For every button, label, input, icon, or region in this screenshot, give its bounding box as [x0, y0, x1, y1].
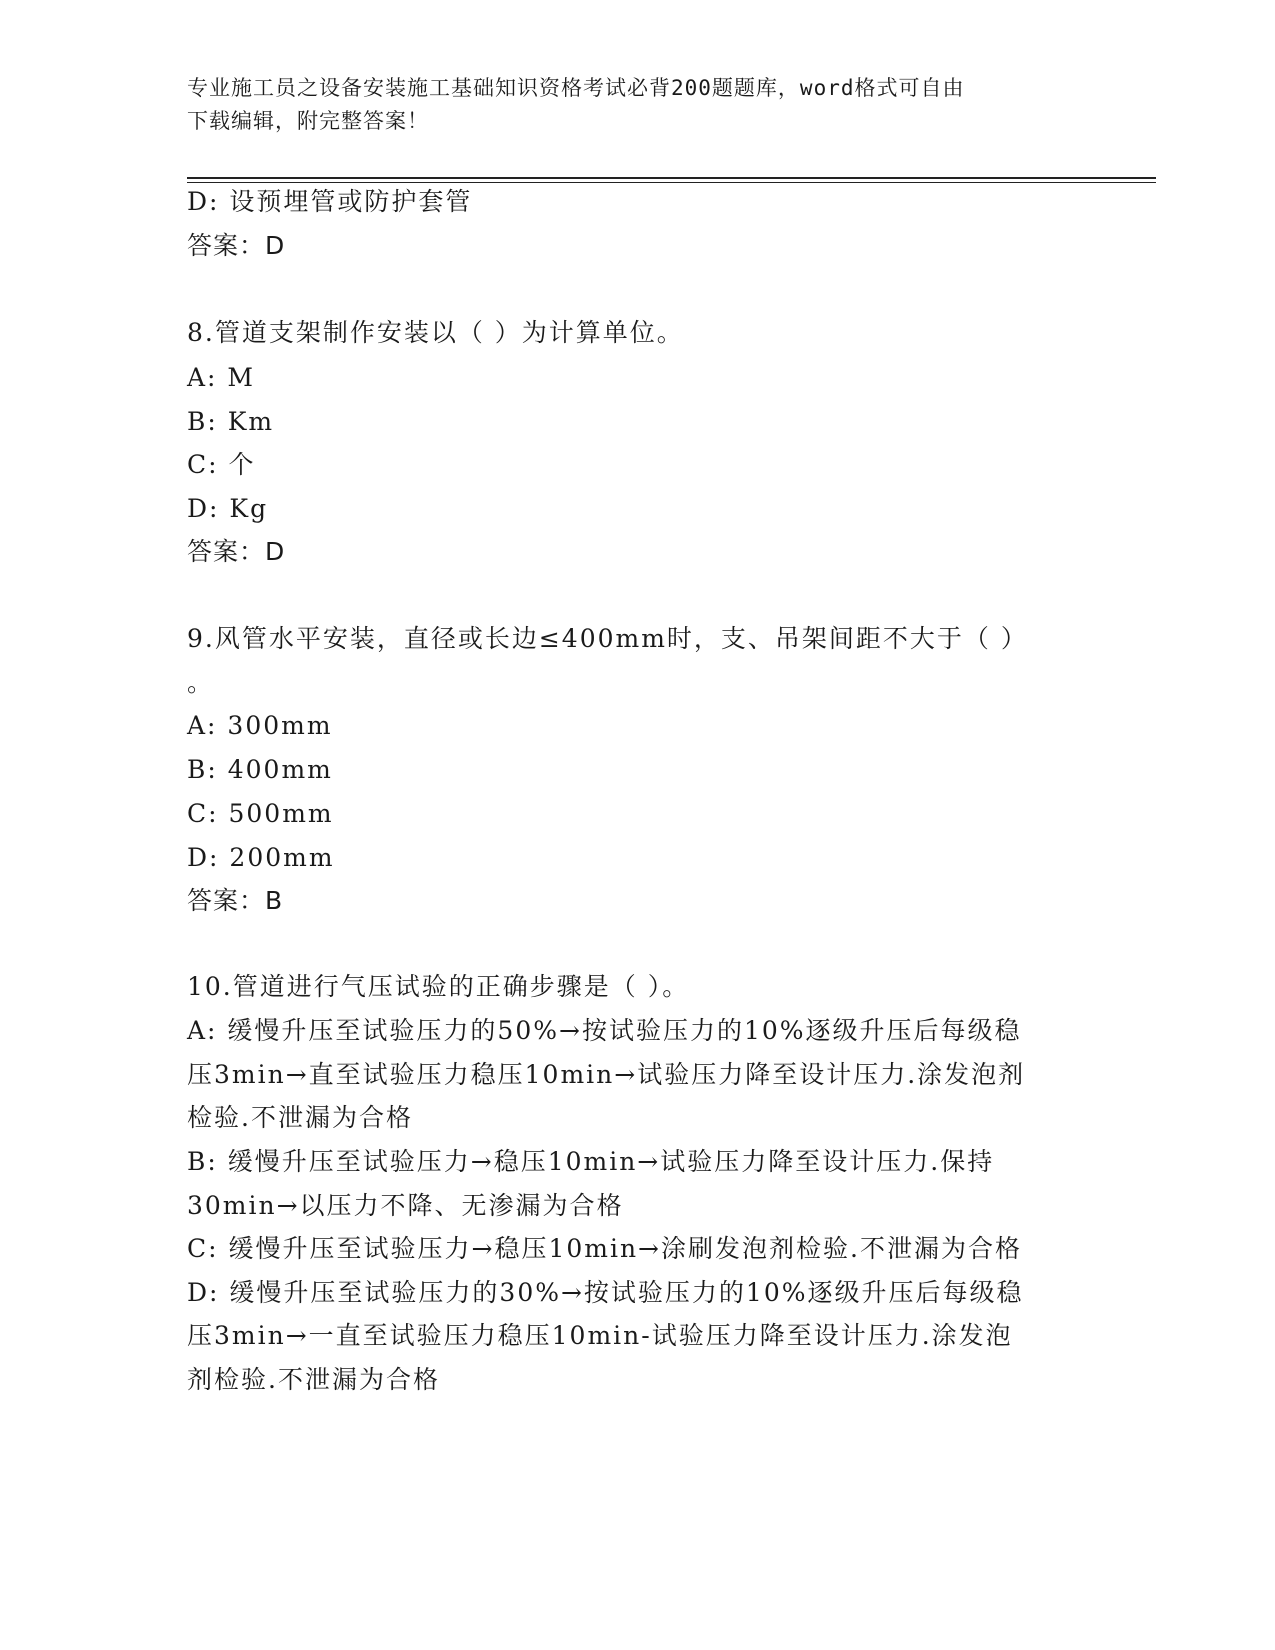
q10-option-a-line-2: 压3min→直至试验压力稳压10min→试验压力降至设计压力.涂发泡剂 [187, 1060, 1026, 1089]
q10-option-c-line-1: C: 缓慢升压至试验压力→稳压10min→涂刷发泡剂检验.不泄漏为合格 [187, 1234, 1022, 1263]
q8-stem: 8.管道支架制作安装以（ ）为计算单位。 [187, 318, 684, 347]
q10-option-a-line-1: A: 缓慢升压至试验压力的50%→按试验压力的10%逐级升压后每级稳 [187, 1016, 1022, 1045]
prev-question-answer: 答案：D [187, 231, 286, 260]
q9-option-c: C: 500mm [187, 799, 334, 828]
header-line-1: 专业施工员之设备安装施工基础知识资格考试必背200题题库，word格式可自由 [187, 76, 965, 100]
q9-option-b: B: 400mm [187, 755, 333, 784]
header-line-2: 下载编辑，附完整答案！ [187, 109, 429, 133]
q10-option-b-line-2: 30min→以压力不降、无渗漏为合格 [187, 1191, 624, 1220]
q8-option-d: D: Kg [187, 494, 269, 523]
header-divider-thick [187, 177, 1156, 179]
q8-option-b: B: Km [187, 407, 275, 436]
q10-option-b-line-1: B: 缓慢升压至试验压力→稳压10min→试验压力降至设计压力.保持 [187, 1147, 995, 1176]
q8-option-a: A: M [187, 363, 256, 392]
q10-option-d-line-1: D: 缓慢升压至试验压力的30%→按试验压力的10%逐级升压后每级稳 [187, 1278, 1024, 1307]
q10-option-d-line-2: 压3min→一直至试验压力稳压10min-试验压力降至设计压力.涂发泡 [187, 1321, 1013, 1350]
q9-stem-line-1: 9.风管水平安装，直径或长边≤400mm时，支、吊架间距不大于（ ） [187, 624, 1028, 653]
q8-option-c: C: 个 [187, 450, 256, 479]
q9-option-a: A: 300mm [187, 711, 333, 740]
header-divider-thin [187, 182, 1156, 183]
q9-stem-line-2: 。 [187, 668, 215, 697]
document-header [187, 72, 1087, 138]
q10-stem: 10.管道进行气压试验的正确步骤是（ ）。 [187, 972, 690, 1001]
prev-question-option-d: D: 设预埋管或防护套管 [187, 187, 473, 216]
q10-option-a-line-3: 检验.不泄漏为合格 [187, 1103, 413, 1132]
q9-answer: 答案：B [187, 886, 284, 915]
q8-answer: 答案：D [187, 537, 286, 566]
q9-option-d: D: 200mm [187, 843, 335, 872]
q10-option-d-line-3: 剂检验.不泄漏为合格 [187, 1365, 440, 1394]
